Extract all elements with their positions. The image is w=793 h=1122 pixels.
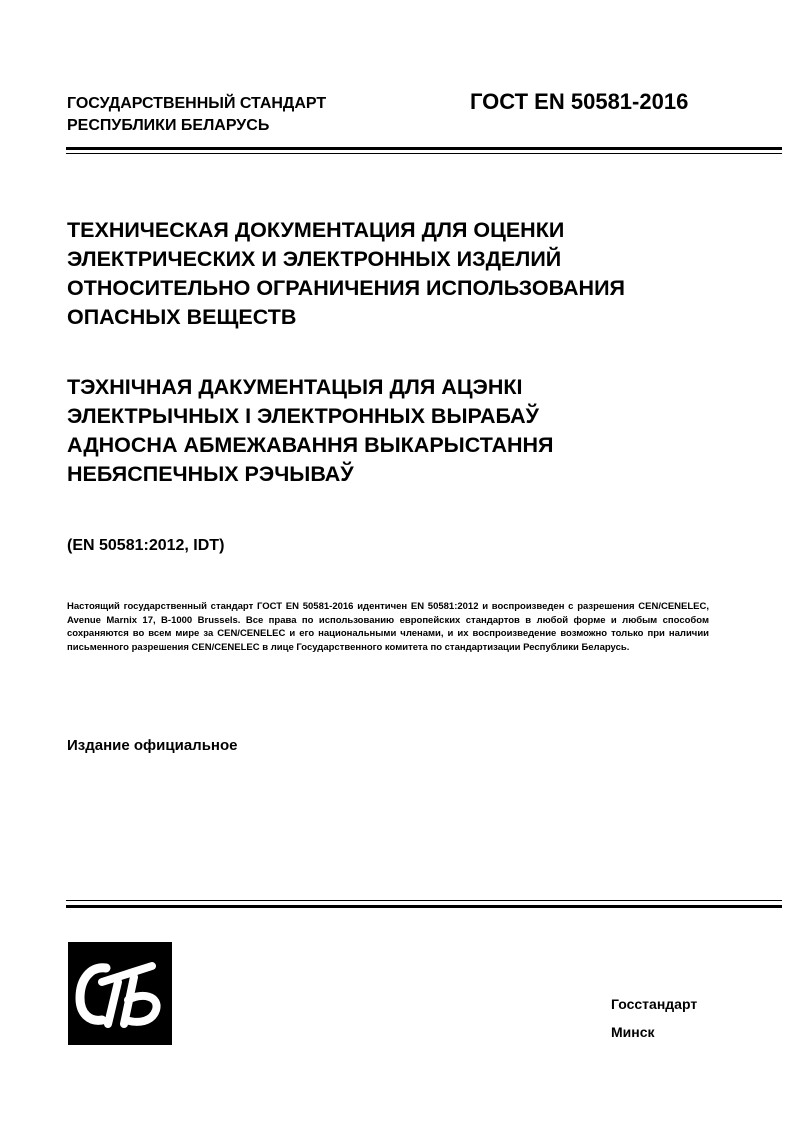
standard-category-line-1: ГОСУДАРСТВЕННЫЙ СТАНДАРТ	[67, 95, 327, 112]
title-be-line-3: АДНОСНА АБМЕЖАВАННЯ ВЫКАРЫСТАННЯ	[67, 433, 554, 457]
european-standard-reference: (EN 50581:2012, IDT)	[67, 537, 225, 554]
footer-rule-thin	[66, 900, 782, 901]
title-russian	[67, 216, 767, 332]
title-ru-line-4: ОПАСНЫХ ВЕЩЕСТВ	[67, 305, 297, 329]
title-be-line-2: ЭЛЕКТРЫЧНЫХ І ЭЛЕКТРОННЫХ ВЫРАБАЎ	[67, 404, 540, 428]
title-be-line-4: НЕБЯСПЕЧНЫХ РЭЧЫВАЎ	[67, 462, 354, 486]
title-be-line-1: ТЭХНІЧНАЯ ДАКУМЕНТАЦЫЯ ДЛЯ АЦЭНКІ	[67, 375, 523, 399]
header-rule-thick	[66, 147, 782, 150]
gosstandart-sb-logo-icon	[68, 942, 172, 1045]
title-belarusian	[67, 373, 767, 489]
standard-category	[67, 93, 427, 137]
publisher-city: Минск	[611, 1024, 655, 1040]
publisher-block	[611, 990, 697, 1046]
header-rule-thin	[66, 153, 782, 154]
footer-rule-thick	[66, 905, 782, 908]
title-ru-line-3: ОТНОСИТЕЛЬНО ОГРАНИЧЕНИЯ ИСПОЛЬЗОВАНИЯ	[67, 276, 625, 300]
standard-category-line-2: РЕСПУБЛИКИ БЕЛАРУСЬ	[67, 117, 270, 134]
publisher-name: Госстандарт	[611, 996, 698, 1012]
copyright-notice: Настоящий государственный стандарт ГОСТ EN 50581-2016 идентичен EN 50581:2012 и воспроизведен с разрешения CEN/CENELEC, Avenue Marnix 17, B-1000 Brussels. Все права по использованию европейских стандартов в любой форме и любым способом сохраняются во всем мире за CEN/CENELEC и его национальными членами, и их воспроизведение возможно только при наличии письменного разрешения CEN/CENELEC в лице Государственного комитета по стандартизации Республики Беларусь.	[67, 601, 709, 653]
edition-label: Издание официальное	[67, 737, 238, 754]
title-ru-line-1: ТЕХНИЧЕСКАЯ ДОКУМЕНТАЦИЯ ДЛЯ ОЦЕНКИ	[67, 218, 565, 242]
standard-designation: ГОСТ EN 50581-2016	[470, 89, 689, 114]
title-ru-line-2: ЭЛЕКТРИЧЕСКИХ И ЭЛЕКТРОННЫХ ИЗДЕЛИЙ	[67, 247, 562, 271]
